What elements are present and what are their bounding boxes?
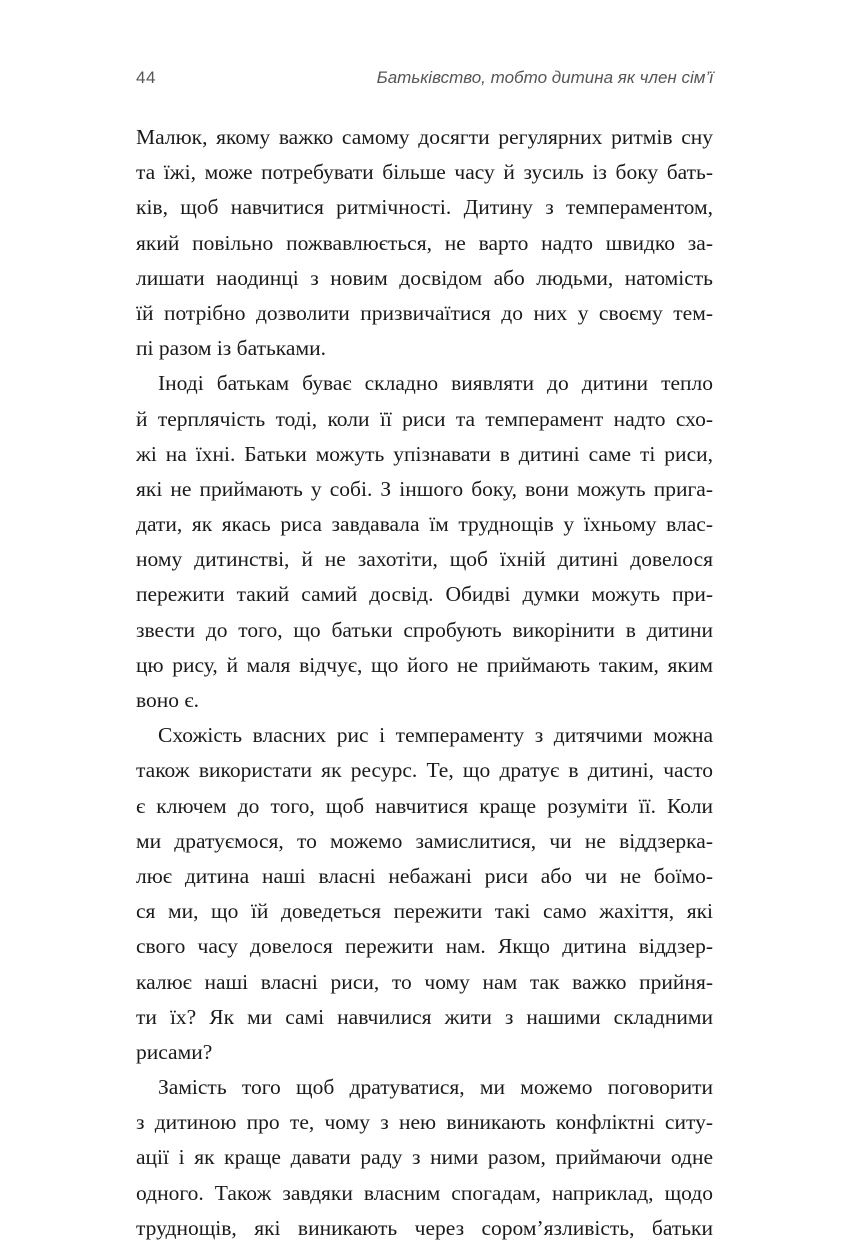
paragraph-3 bbox=[136, 718, 713, 1070]
text-line: дати, як якась риса завдавала їм труднощів у їхньому влас- bbox=[136, 512, 713, 537]
text-line: рисами? bbox=[136, 1039, 213, 1064]
text-line: Схожість власних рис і темпераменту з дитячими можна bbox=[158, 723, 713, 748]
text-line: пі разом із батьками. bbox=[136, 336, 326, 361]
text-line: які не приймають у собі. З іншого боку, вони можуть пригa- bbox=[136, 476, 713, 501]
text-line: їй потрібно дозволити призвичаїтися до них у своєму тем- bbox=[136, 300, 713, 325]
paragraph-4 bbox=[136, 1070, 713, 1246]
text-line: який повільно пожвавлюється, не варто надто швидко за- bbox=[136, 230, 713, 255]
text-line: ному дитинстві, й не захотіти, щоб їхній дитині довелося bbox=[136, 547, 713, 572]
text-line: лишати наодинці з новим досвідом або людьми, натомість bbox=[136, 265, 713, 290]
text-line: звести до того, що батьки спробують викорінити в дитини bbox=[136, 617, 713, 642]
page-number: 44 bbox=[136, 68, 156, 87]
text-line: Замість того щоб дратуватися, ми можемо поговорити bbox=[158, 1075, 713, 1100]
text-line: є ключем до того, щоб навчитися краще розуміти її. Коли bbox=[136, 793, 713, 818]
chapter-title: Батьківство, тобто дитина як член сім’ї bbox=[376, 68, 713, 87]
text-line: ків, щоб навчитися ритмічності. Дитину з темпераментом, bbox=[136, 195, 713, 220]
text-line: також використати як ресурс. Те, що дратує в дитині, часто bbox=[136, 758, 713, 783]
text-line: жі на їхні. Батьки можуть упізнавати в дитині саме ті риси, bbox=[136, 441, 713, 466]
text-line: та їжі, може потребувати більше часу й зусиль із боку бать- bbox=[136, 160, 713, 185]
text-line: пережити такий самий досвід. Обидві думки можуть при- bbox=[136, 582, 713, 607]
text-line: труднощів, які виникають через сором’язливість, батьки bbox=[136, 1215, 713, 1240]
text-line: воно є. bbox=[136, 688, 199, 712]
text-line: з дитиною про те, чому з нею виникають конфліктні ситу- bbox=[136, 1110, 713, 1135]
text-line: калює наші власні риси, то чому нам так важко прийня- bbox=[136, 969, 713, 994]
body-text bbox=[136, 120, 713, 1246]
text-line: ми дратуємося, то можемо замислитися, чи не віддзерка- bbox=[136, 828, 713, 853]
text-line: ації і як краще давати раду з ними разом, приймаючи одне bbox=[136, 1145, 713, 1170]
text-line: й терплячість тоді, коли її риси та темперамент надто схо- bbox=[136, 406, 713, 431]
text-line: цю рису, й маля відчує, що його не приймають таким, яким bbox=[136, 652, 713, 677]
text-line: ти їх? Як ми самі навчилися жити з нашими складними bbox=[136, 1004, 713, 1029]
text-line: лює дитина наші власні небажані риси або чи не боїмо- bbox=[136, 863, 713, 888]
text-line: свого часу довелося пережити нам. Якщо дитина віддзер- bbox=[136, 934, 713, 959]
text-line: ся ми, що їй доведеться пережити такі само жахіття, які bbox=[136, 899, 713, 924]
running-header bbox=[136, 68, 713, 96]
text-line: Іноді батькам буває складно виявляти до дитини тепло bbox=[158, 371, 713, 396]
paragraph-2 bbox=[136, 366, 713, 718]
text-line: одного. Також завдяки власним спогадам, наприклад, щодо bbox=[136, 1180, 713, 1205]
text-line: Малюк, якому важко самому досягти регулярних ритмів сну bbox=[136, 125, 713, 149]
paragraph-1 bbox=[136, 120, 713, 366]
